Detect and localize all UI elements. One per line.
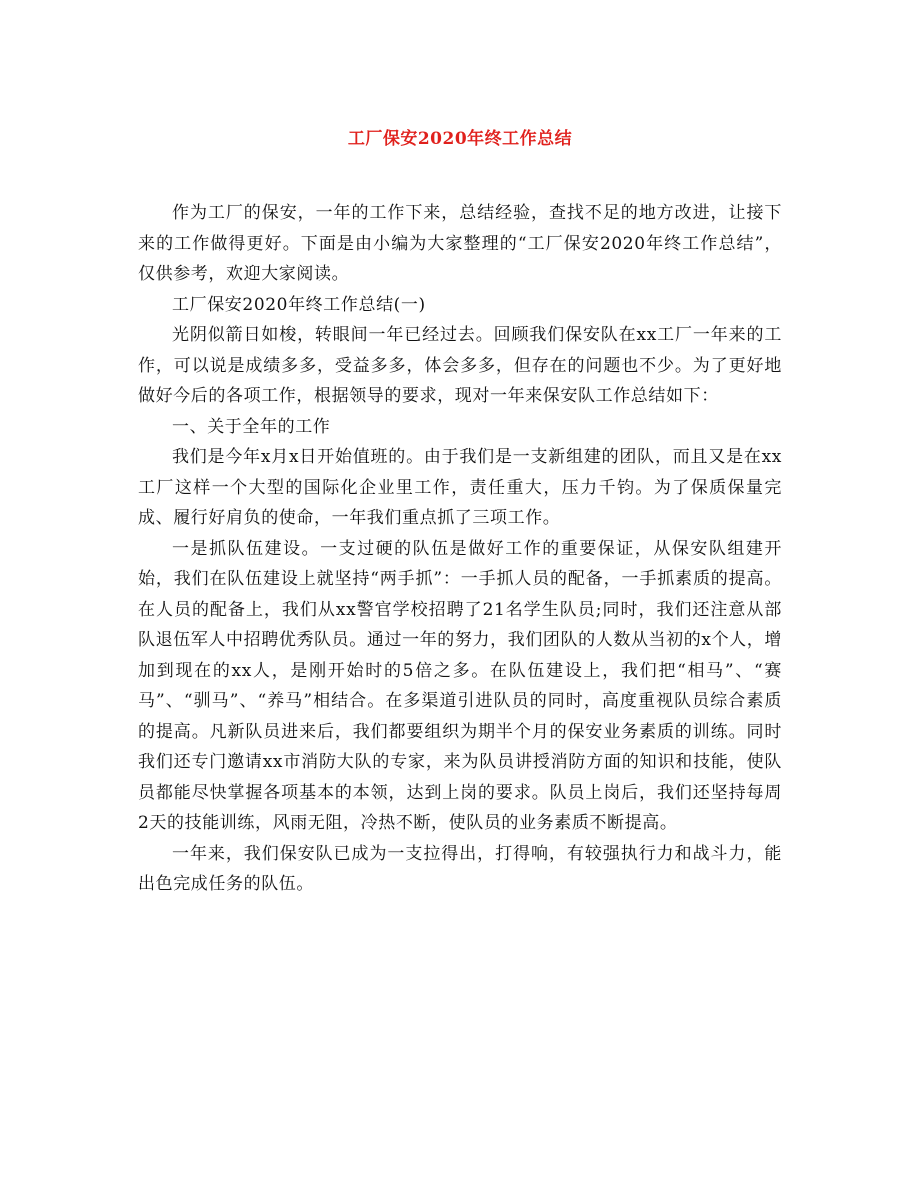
paragraph-section-heading: 工厂保安2020年终工作总结(一) — [172, 294, 426, 315]
document-title: 工厂保安2020年终工作总结 — [347, 129, 573, 149]
paragraph-summary: 一年来，我们保安队已成为一支拉得出，打得响，有较强执行力和战斗力，能出色完成任务的队伍。 — [138, 843, 782, 894]
paragraph-subheading: 一、关于全年的工作 — [172, 416, 331, 437]
paragraph-work-start: 我们是今年x月x日开始值班的。由于我们是一支新组建的团队，而且又是在xx工厂这样一个大型的国际化企业里工作，责任重大，压力千钧。为了保质保量完成、履行好肩负的使命，一年我们重点抓了三项工作。 — [138, 447, 782, 528]
paragraph-team-building: 一是抓队伍建设。一支过硬的队伍是做好工作的重要保证，从保安队组建开始，我们在队伍建设上就坚持“两手抓”：一手抓人员的配备，一手抓素质的提高。在人员的配备上，我们从xx警官学校招聘了21名学生队员;同时，我们还注意从部队退伍军人中招聘优秀队员。通过一年的努力，我们团队的人数从当初的x个人，增加到现在的xx人，是刚开始时的5倍之多。在队伍建设上，我们把“相马”、“赛马”、“驯马”、“养马”相结合。在多渠道引进队员的同时，高度重视队员综合素质的提高。凡新队员进来后，我们都要组织为期半个月的保安业务素质的训练。同时我们还专门邀请xx市消防大队的专家，来为队员讲授消防方面的知识和技能，使队员都能尽快掌握各项基本的本领，达到上岗的要求。队员上岗后，我们还坚持每周2天的技能训练，风雨无阻，冷热不断，使队员的业务素质不断提高。 — [138, 538, 782, 833]
document-body — [138, 190, 782, 900]
paragraph-opening: 光阴似箭日如梭，转眼间一年已经过去。回顾我们保安队在xx工厂一年来的工作，可以说是成绩多多，受益多多，体会多多，但存在的问题也不少。为了更好地做好今后的各项工作，根据领导的要求，现对一年来保安队工作总结如下： — [138, 325, 782, 406]
paragraph-intro: 作为工厂的保安，一年的工作下来，总结经验，查找不足的地方改进，让接下来的工作做得更好。下面是由小编为大家整理的“工厂保安2020年终工作总结”，仅供参考，欢迎大家阅读。 — [138, 203, 782, 284]
